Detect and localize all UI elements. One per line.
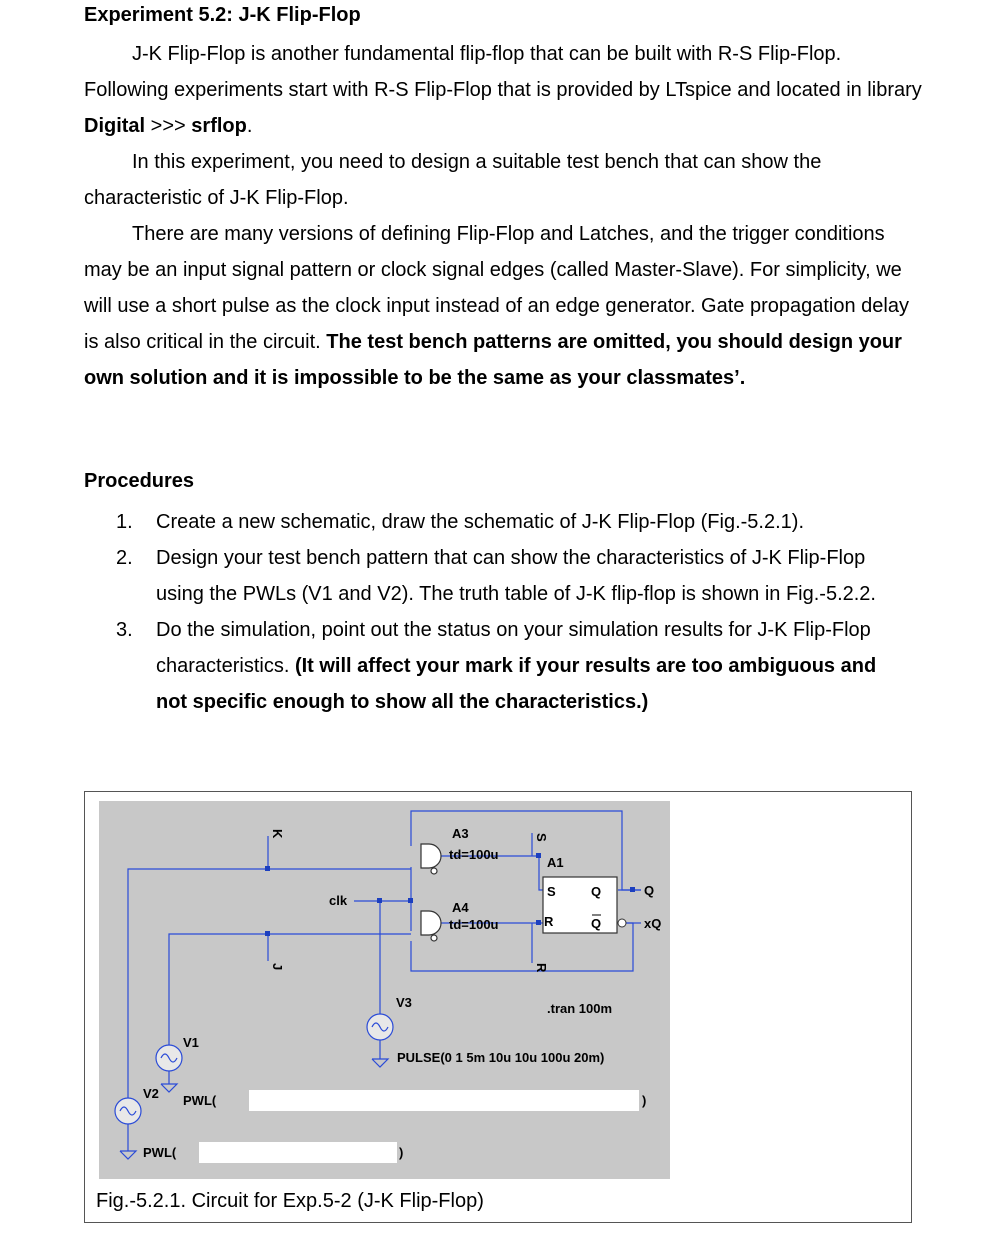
jk-flipflop-schematic — [99, 801, 670, 1179]
label-a4: A4 — [452, 900, 469, 915]
pwl-v2-redaction — [199, 1142, 397, 1163]
gate-a4 — [421, 911, 441, 935]
label-k-net: K — [270, 829, 285, 839]
label-paren-v2: ) — [399, 1145, 404, 1160]
intro-paragraph-1: J-K Flip-Flop is another fundamental flip-flop that can be built with R-S Flip-Flop. Following experiments start with R-S Flip-Flop that is provided by LTspice and located in library Digital >>> srflop. — [84, 43, 922, 137]
label-a3: A3 — [452, 826, 469, 841]
label-j-net: J — [270, 963, 285, 971]
label-pulse: PULSE(0 1 5m 10u 10u 100u 20m) — [397, 1050, 605, 1065]
experiment-heading: Experiment 5.2: J-K Flip-Flop — [84, 4, 361, 26]
label-r-pin: R — [544, 914, 554, 929]
label-paren-v1: ) — [642, 1093, 647, 1108]
pwl-v1-redaction — [249, 1090, 639, 1111]
procedure-steps — [116, 504, 896, 720]
label-a1: A1 — [547, 855, 564, 870]
label-s-pin: S — [547, 884, 556, 899]
gate-a4-bubble — [431, 935, 437, 941]
gate-a3 — [421, 844, 441, 868]
label-qbar-pin: Q — [591, 916, 602, 931]
label-q-out: Q — [644, 883, 655, 898]
label-pwl-v1: PWL( — [183, 1093, 217, 1108]
label-r-net: R — [534, 963, 549, 973]
schematic-background — [99, 801, 670, 1179]
label-v3: V3 — [396, 995, 412, 1010]
intro-paragraph-3: There are many versions of defining Flip-Flop and Latches, and the trigger conditions may be an input signal pattern or clock signal edges (called Master-Slave). For simplicity, we will use a short pulse as the clock input instead of an edge generator. Gate propagation delay is also critical in the circuit. The test bench patterns are omitted, you should design your own solution and it is impossible to be the same as your classmates’. — [84, 223, 909, 389]
qbar-bubble — [618, 919, 626, 927]
label-v2: V2 — [143, 1086, 159, 1101]
figure-caption: Fig.-5.2.1. Circuit for Exp.5-2 (J-K Flip-Flop) — [96, 1190, 484, 1212]
label-clk: clk — [329, 893, 348, 908]
procedure-step: 3. Do the simulation, point out the status on your simulation results for J-K Flip-Flop characteristics. (It will affect your mark if your results are too ambiguous and not specific enough to show all the characteristics.) — [116, 619, 877, 713]
label-v1: V1 — [183, 1035, 199, 1050]
label-xq-out: xQ — [644, 916, 662, 931]
label-pwl-v2: PWL( — [143, 1145, 177, 1160]
label-s-net: S — [534, 833, 549, 842]
procedure-step: 2. Design your test bench pattern that can show the characteristics of J-K Flip-Flop using the PWLs (V1 and V2). The truth table of J-K flip-flop is shown in Fig.-5.2.2. — [116, 547, 876, 605]
label-q-pin: Q — [591, 884, 602, 899]
label-tran: .tran 100m — [547, 1001, 613, 1016]
label-a4-td: td=100u — [449, 917, 499, 932]
intro-paragraph-2: In this experiment, you need to design a suitable test bench that can show the characteristic of J-K Flip-Flop. — [84, 151, 822, 209]
procedures-title: Procedures — [84, 470, 195, 492]
procedure-step: 1. Create a new schematic, draw the schematic of J-K Flip-Flop (Fig.-5.2.1). — [116, 511, 805, 533]
label-a3-td: td=100u — [449, 847, 499, 862]
gate-a3-bubble — [431, 868, 437, 874]
